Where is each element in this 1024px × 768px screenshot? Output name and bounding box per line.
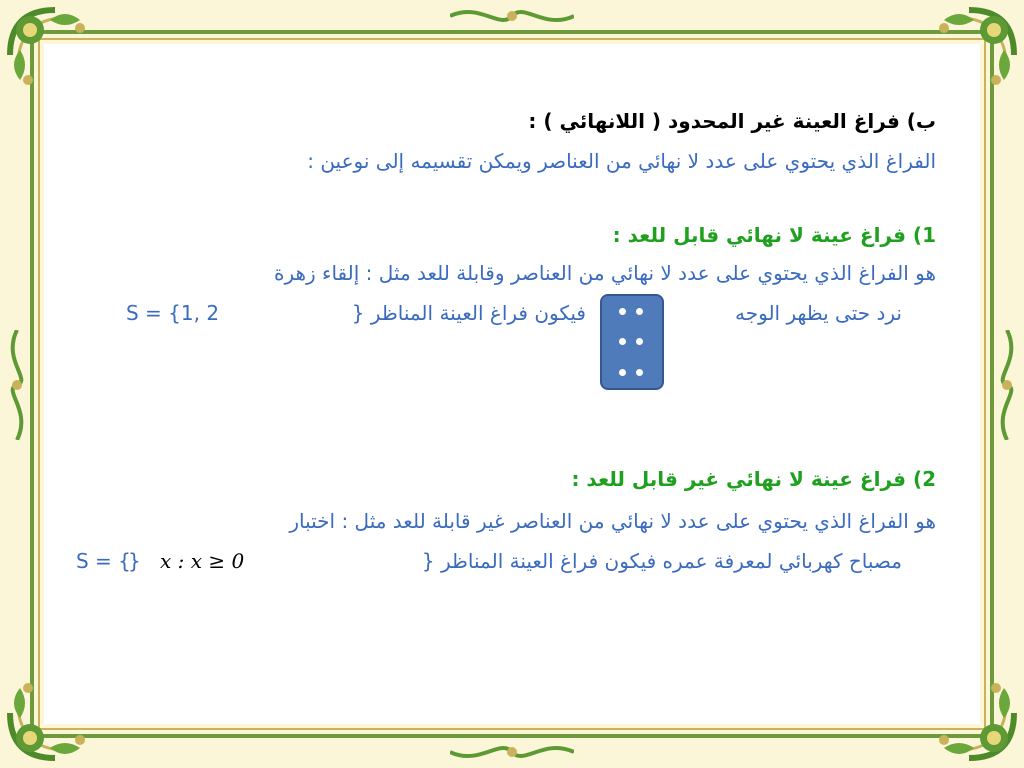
type-2-line-2: مصباح كهربائي لمعرفة عمره فيكون فراغ العينة المناظر {: [421, 549, 902, 573]
type-1-line-2-mid: فيكون فراغ العينة المناظر {: [351, 301, 586, 325]
type-2-math-expression: x : x ≥ 0: [160, 549, 245, 573]
type-1-line-2-prefix: نرد حتى يظهر الوجه: [735, 301, 902, 325]
section-b-heading: ب) فراغ العينة غير المحدود ( اللانهائي ) :: [528, 109, 936, 133]
type-1-heading: 1) فراغ عينة لا نهائي قابل للعد :: [612, 223, 936, 247]
side-ornament-right-icon: [992, 330, 1022, 440]
type-2-line-1: هو الفراغ الذي يحتوي على عدد لا نهائي من العناصر غير قابلة للعد مثل : اختبار: [289, 509, 936, 533]
type-2-heading: 2) فراغ عينة لا نهائي غير قابل للعد :: [571, 467, 936, 491]
bottom-ornament-icon: [450, 738, 574, 766]
dice-six-icon: [600, 294, 664, 390]
type-2-set-notation: S = {: [76, 549, 131, 573]
slide-content-area: [44, 44, 980, 724]
type-1-set-notation: S = {1, 2: [126, 301, 220, 325]
section-b-description: الفراغ الذي يحتوي على عدد لا نهائي من العناصر ويمكن تقسيمه إلى نوعين :: [307, 149, 936, 173]
top-ornament-icon: [450, 2, 574, 30]
type-1-line-1: هو الفراغ الذي يحتوي على عدد لا نهائي من العناصر وقابلة للعد مثل : إلقاء زهرة: [273, 261, 936, 285]
type-2-closing-brace: }: [128, 549, 141, 573]
side-ornament-left-icon: [2, 330, 32, 440]
